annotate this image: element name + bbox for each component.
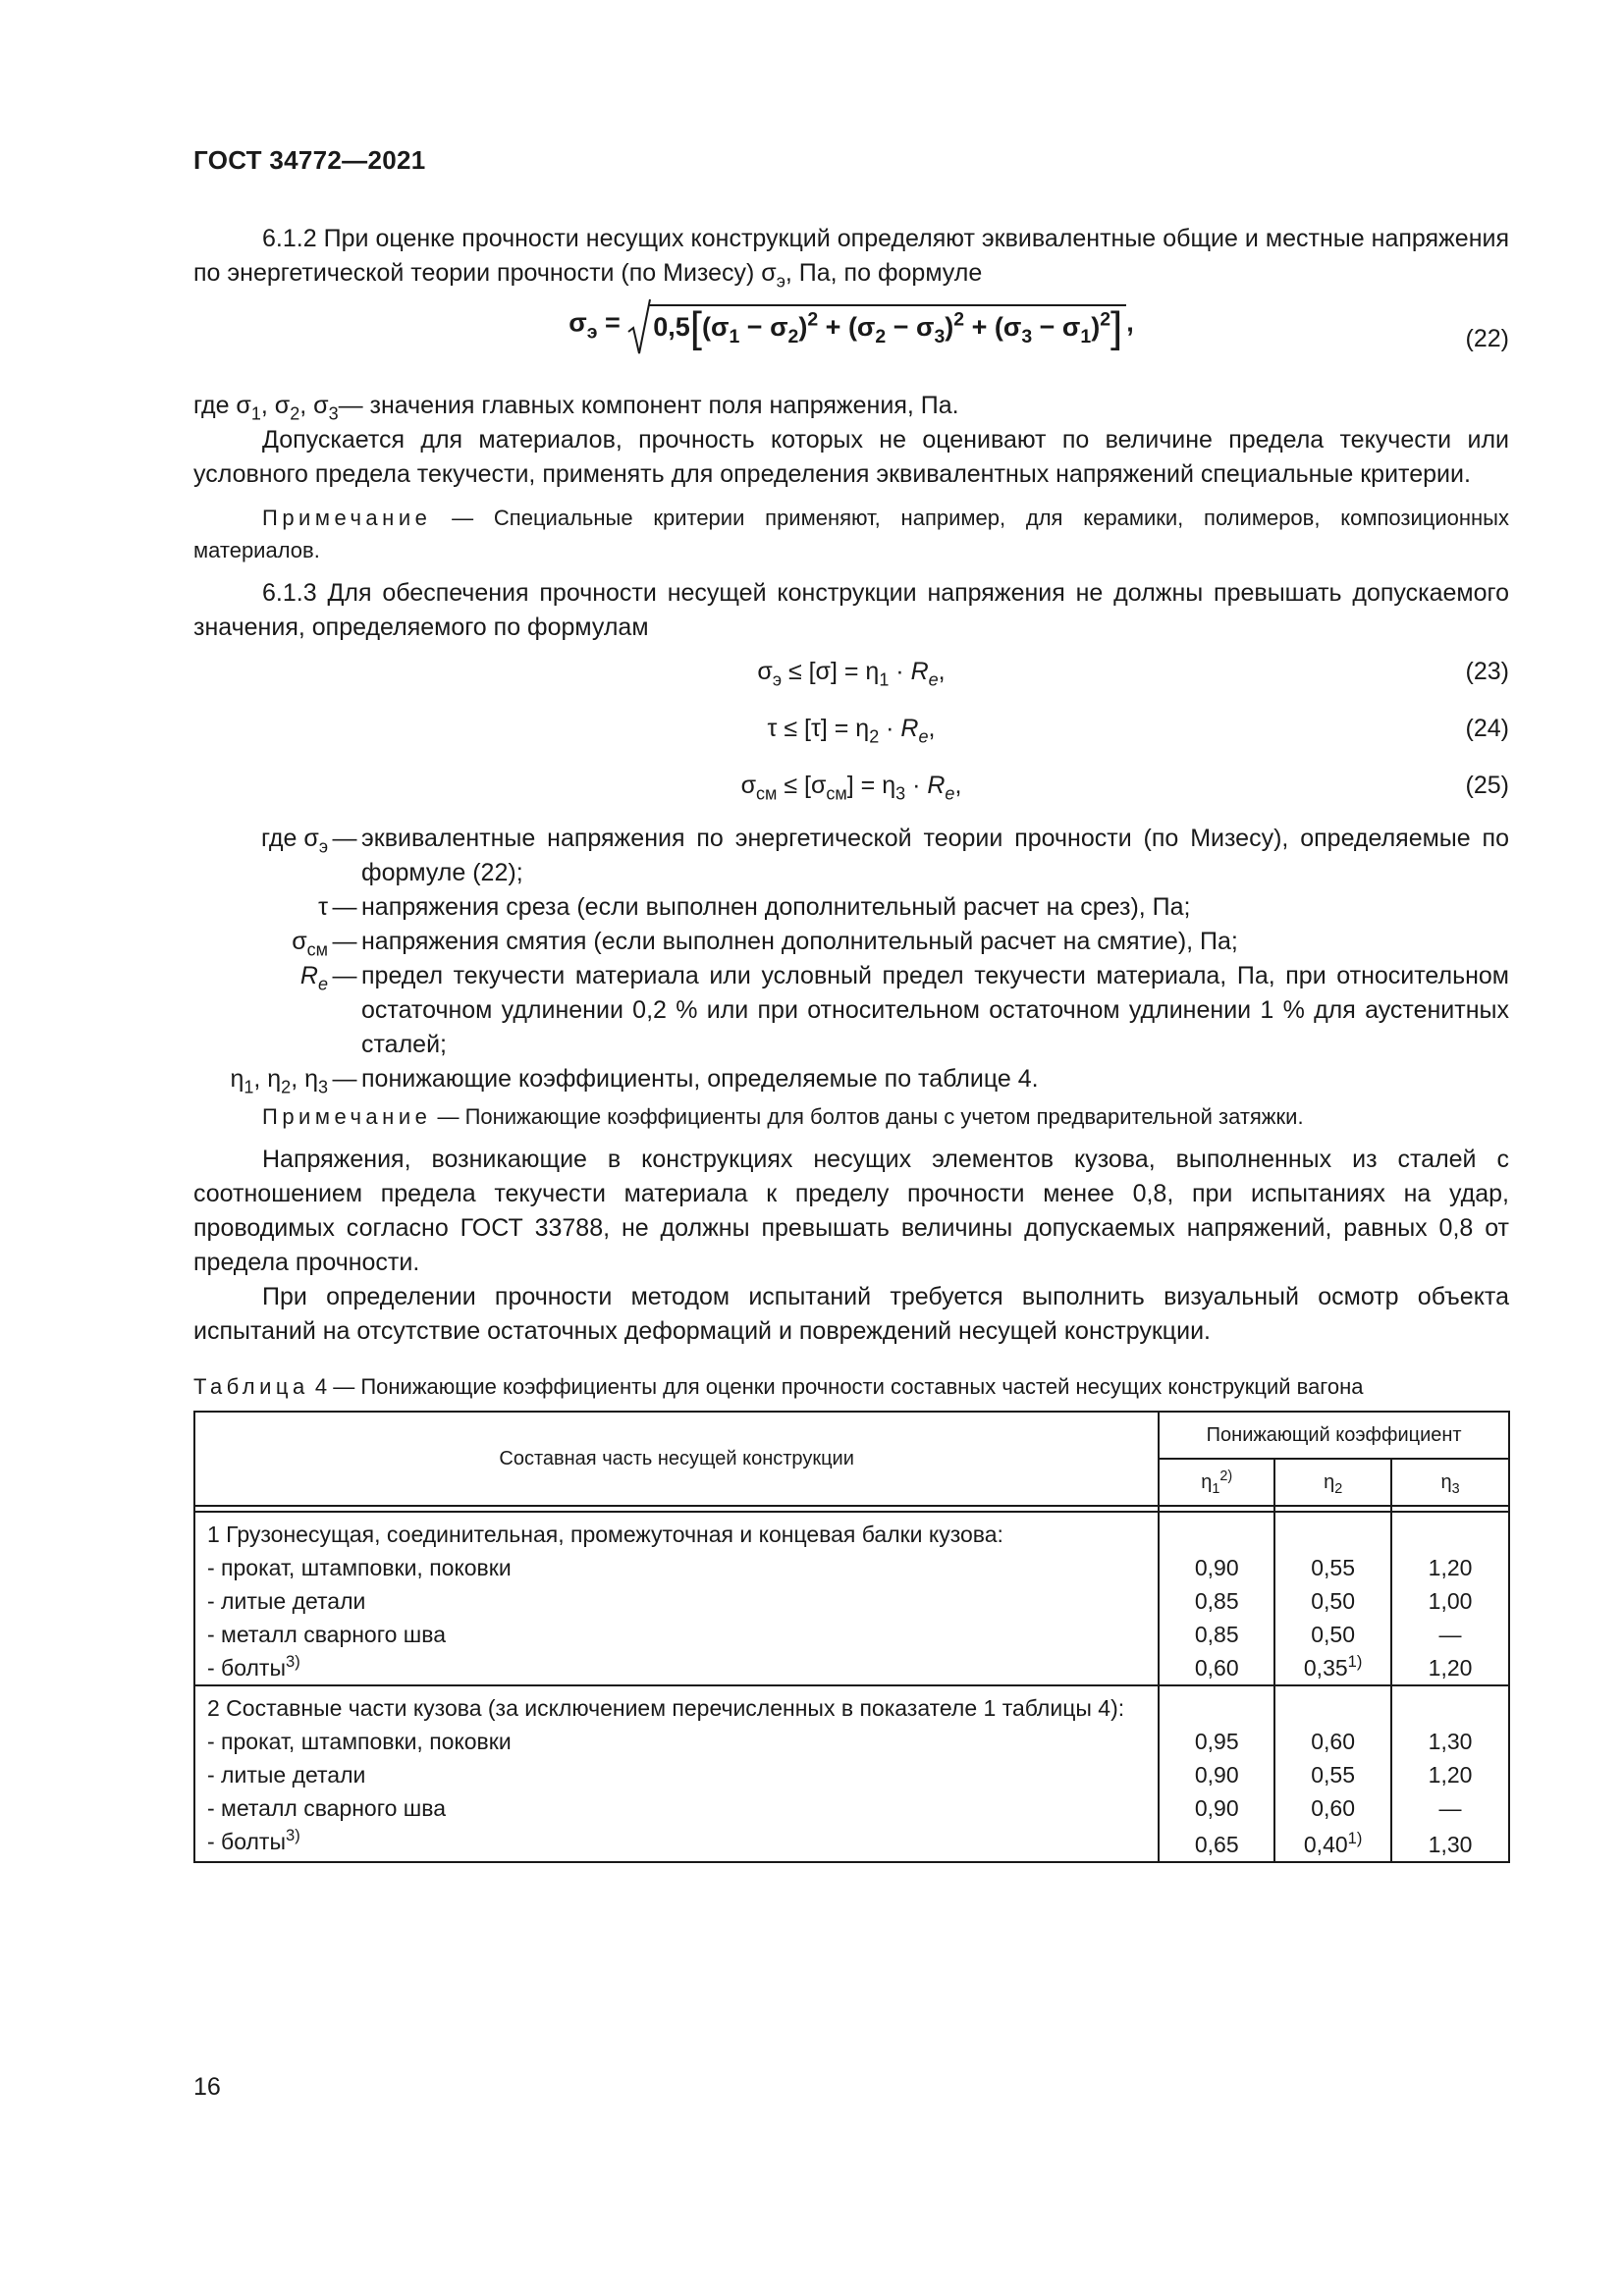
definition-text: напряжения смятия (если выполнен дополнительный расчет на смятие), Па; xyxy=(361,928,1238,955)
table-group-title: 1 Грузонесущая, соединительная, промежуточная и концевая балки кузова: xyxy=(194,1512,1509,1551)
note-bolts: Примечание — Понижающие коэффициенты для болтов даны с учетом предварительной затяжки. xyxy=(262,1104,1304,1129)
header-part: Составная часть несущей конструкции xyxy=(194,1412,1159,1506)
definition-symbol: τ xyxy=(318,893,328,921)
formula-25 xyxy=(193,759,1509,816)
formula-23 xyxy=(193,645,1509,702)
page-number: 16 xyxy=(193,2073,221,2101)
definition-symbol: где $\sigma_э$ xyxy=(260,825,328,857)
table-row: - болты$^{3)}$ 0,65 0,40$^{1)}$ 1,30 xyxy=(194,1825,1509,1862)
formula-22 xyxy=(193,291,1509,381)
note-special-criteria: Примечание — Специальные критерии применяют, например, для керамики, полимеров, композиционных материалов. xyxy=(193,506,1509,562)
formula-24 xyxy=(193,702,1509,759)
page-content xyxy=(193,222,1509,1863)
header-coefficient: Понижающий коэффициент xyxy=(1159,1412,1509,1459)
definition-symbol: $\eta_1$, $\eta_2$, $\eta_3$ xyxy=(230,1065,328,1097)
formula-25-expression: $\sigma_{см} \le [\sigma_{см}] = \eta_3 \cdot R_e$, xyxy=(740,772,962,804)
paragraph-impact-tests: Напряжения, возникающие в конструкциях несущих элементов кузова, выполненных из сталей с соотношением предела текучести материала к пределу прочности менее 0,8, при испытаниях на удар, проводимых согласно ГОСТ 33788, не должны превышать величины допускаемых напряжений, равных 0,8 от предела прочности. xyxy=(193,1146,1509,1276)
formula-24-number: (24) xyxy=(1465,715,1509,742)
page-header: ГОСТ 34772—2021 xyxy=(193,145,426,175)
definition-text: понижающие коэффициенты, определяемые по таблице 4. xyxy=(361,1065,1039,1093)
table-4-caption: Таблица 4 — Понижающие коэффициенты для оценки прочности составных частей несущих конструкций вагона xyxy=(193,1374,1364,1399)
definition-symbol: $R_e$ xyxy=(299,962,328,994)
formula-25-number: (25) xyxy=(1465,772,1509,799)
formula-22-expression: $\sigma_э$ = $0,5[(\sigma_1 - \sigma_2)^2 + (\sigma_2 - \sigma_3)^2 + (\sigma_3 - \sigma_1)^2]$ , xyxy=(193,304,1509,345)
paragraph-6-1-3: 6.1.3 Для обеспечения прочности несущей конструкции напряжения не должны превышать допускаемого значения, определяемого по формулам xyxy=(193,579,1509,641)
formula-22-number: (22) xyxy=(1465,325,1509,352)
paragraph-special-criteria: Допускается для материалов, прочность которых не оценивают по величине предела текучести или условного предела текучести, применять для определения эквивалентных напряжений специальные критерии. xyxy=(193,426,1509,488)
table-group-title: 2 Составные части кузова (за исключением перечисленных в показателе 1 таблицы 4): xyxy=(194,1685,1509,1725)
table-row: - болты$^{3)}$ 0,60 0,35$^{1)}$ 1,20 xyxy=(194,1651,1509,1685)
formula-23-expression: $\sigma_э \le [\sigma] = \eta_1 \cdot R_e$, xyxy=(757,658,946,690)
formula-24-expression: $\tau \le [\tau] = \eta_2 \cdot R_e$, xyxy=(767,715,936,747)
header-eta2: $\eta_2$ xyxy=(1274,1459,1391,1506)
definitions-list: где $\sigma_э$ — эквивалентные напряжения по энергетической теории прочности (по Мизесу), определяемые по формуле (22); τ — напряжения среза (если выполнен дополнительный расчет на срез), Па; $\sigma_{см}$ — напряжения смятия (если выполнен дополнительный расчет на смятие), Па; $R_e$ — предел текучести материала или условный предел текучести материала, Па, при относительном остаточном удлинении 0,2 % или при относительном остаточном удлинении 1 % для аустенитных сталей; $\eta_1$, $\eta_2$, $\eta_3$ — понижающие коэффициенты, определяемые по таблице 4. xyxy=(193,822,1509,1096)
table-row: - литые детали 0,85 0,50 1,00 xyxy=(194,1584,1509,1618)
header-eta1: $\eta_1^{2)}$ xyxy=(1159,1459,1274,1506)
paragraph-6-1-2: 6.1.2 При оценке прочности несущих конструкций определяют эквивалентные общие и местные напряжения по энергетической теории прочности (по Мизесу) $\sigma_э$, Па, по формуле xyxy=(193,225,1509,292)
table-row: - литые детали 0,90 0,55 1,20 xyxy=(194,1758,1509,1791)
table-row: - металл сварного шва 0,90 0,60 — xyxy=(194,1791,1509,1825)
definition-symbol: $\sigma_{см}$ xyxy=(292,928,328,960)
table-row: - прокат, штамповки, поковки 0,90 0,55 1,20 xyxy=(194,1551,1509,1584)
paragraph-visual-inspection: При определении прочности методом испытаний требуется выполнить визуальный осмотр объекта испытаний на отсутствие остаточных деформаций и повреждений несущей конструкции. xyxy=(193,1283,1509,1345)
where-principal-stresses: где $\sigma_1$, $\sigma_2$, $\sigma_3$ — значения главных компонент поля напряжения, Па. xyxy=(193,392,959,424)
table-row: - металл сварного шва 0,85 0,50 — xyxy=(194,1618,1509,1651)
header-eta3: $\eta_3$ xyxy=(1391,1459,1509,1506)
formula-23-number: (23) xyxy=(1465,658,1509,685)
definition-text: эквивалентные напряжения по энергетической теории прочности (по Мизесу), определяемые по формуле (22); xyxy=(361,825,1509,886)
definition-text: предел текучести материала или условный предел текучести материала, Па, при относительном остаточном удлинении 0,2 % или при относительном остаточном удлинении 1 % для аустенитных сталей; xyxy=(361,962,1509,1058)
table-row: - прокат, штамповки, поковки 0,95 0,60 1,30 xyxy=(194,1725,1509,1758)
definition-text: напряжения среза (если выполнен дополнительный расчет на срез), Па; xyxy=(361,893,1191,921)
table-header-row xyxy=(194,1412,1509,1459)
table-4 xyxy=(193,1411,1510,1863)
